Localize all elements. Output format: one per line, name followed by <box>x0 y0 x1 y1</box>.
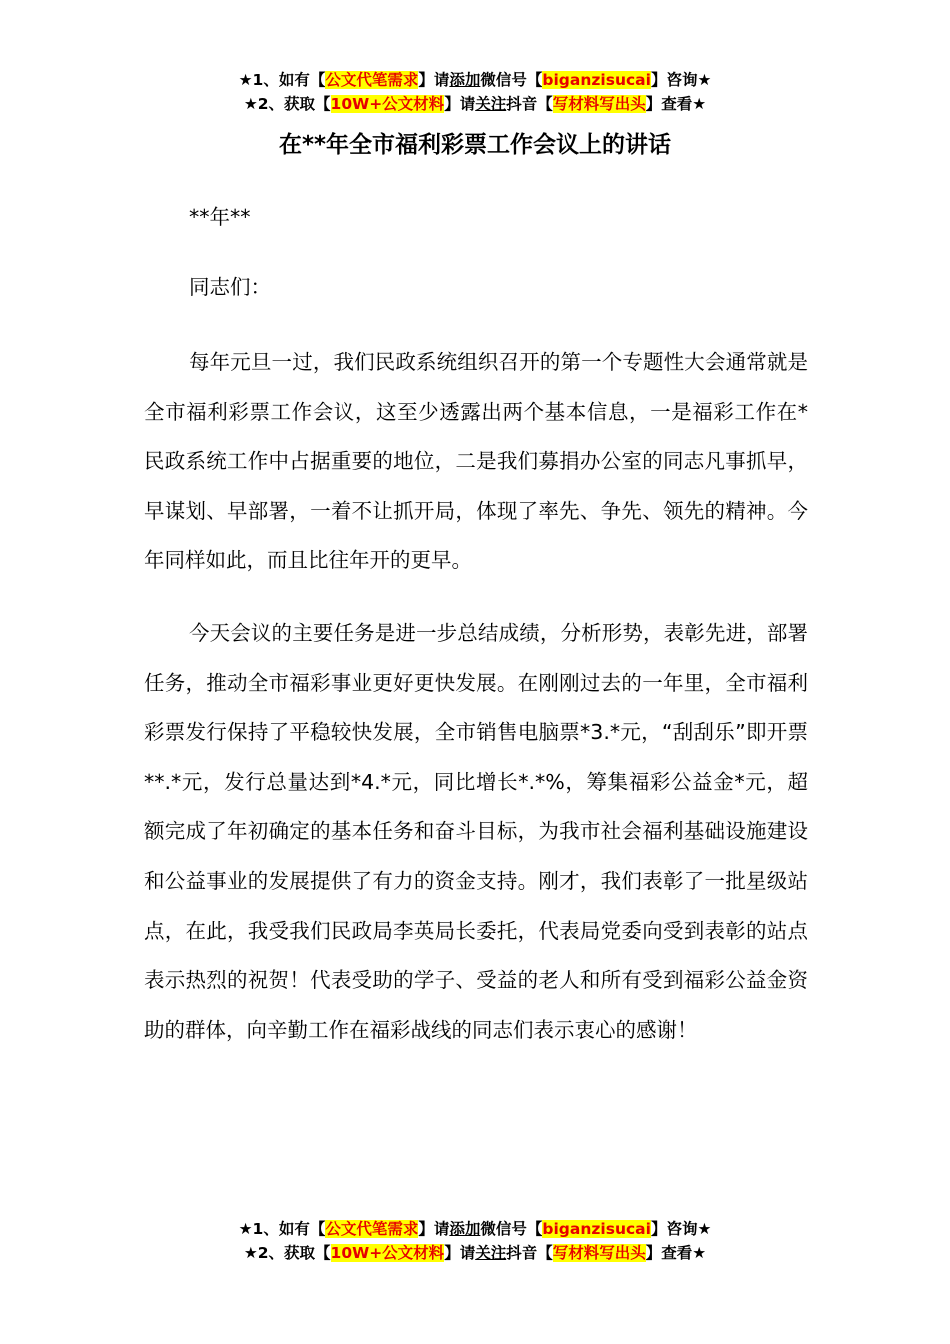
banner-text: 】请 <box>418 71 450 89</box>
banner-highlight: 10W+公文材料 <box>330 95 445 113</box>
banner-text: 】请 <box>418 1220 450 1238</box>
banner-line-1 <box>0 1217 950 1241</box>
banner-text: 】请 <box>444 1244 476 1262</box>
banner-text: 微信号【 <box>480 71 543 89</box>
document-date: **年** <box>189 205 251 229</box>
banner-text: 】请 <box>444 95 476 113</box>
star-icon: ★ <box>697 1220 712 1238</box>
banner-text: 1、如有【 <box>252 1220 326 1238</box>
banner-text: 抖音【 <box>506 95 553 113</box>
banner-text: 抖音【 <box>506 1244 553 1262</box>
banner-text: 】咨询 <box>650 1220 698 1238</box>
banner-underlined: 关注 <box>475 1244 507 1262</box>
banner-highlight: biganzisucai <box>542 1220 651 1238</box>
banner-text: 1、如有【 <box>252 71 326 89</box>
banner-line-2 <box>0 1241 950 1265</box>
banner-highlight: 公文代笔需求 <box>325 71 419 89</box>
promo-banner-bottom <box>0 1217 950 1265</box>
paragraph-2: 今天会议的主要任务是进一步总结成绩，分析形势，表彰先进，部署任务，推动全市福彩事业更好更快发展。在刚刚过去的一年里，全市福利彩票发行保持了平稳较快发展，全市销售电脑票*3.*元，“刮刮乐”即开票**.*元，发行总量达到*4.*元，同比增长*.*%，筹集福彩公益金*元，超额完成了年初确定的基本任务和奋斗目标，为我市社会福利基础设施建设和公益事业的发展提供了有力的资金支持。刚才，我们表彰了一批星级站点，在此，我受我们民政局李英局长委托，代表局党委向受到表彰的站点表示热烈的祝贺！代表受助的学子、受益的老人和所有受到福彩公益金资助的群体，向辛勤工作在福彩战线的同志们表示衷心的感谢！ <box>144 621 808 1042</box>
banner-highlight: biganzisucai <box>542 71 651 89</box>
banner-highlight: 10W+公文材料 <box>330 1244 445 1262</box>
banner-text: 微信号【 <box>480 1220 543 1238</box>
banner-text: 2、获取【 <box>257 95 331 113</box>
star-icon: ★ <box>243 95 258 113</box>
banner-line-1 <box>0 68 950 92</box>
promo-banner-top <box>0 68 950 116</box>
banner-line-2 <box>0 92 950 116</box>
banner-text: 2、获取【 <box>257 1244 331 1262</box>
paragraph-1: 每年元旦一过，我们民政系统组织召开的第一个专题性大会通常就是全市福利彩票工作会议，这至少透露出两个基本信息，一是福彩工作在*民政系统工作中占据重要的地位，二是我们募捐办公室的同志凡事抓早，早谋划、早部署，一着不让抓开局，体现了率先、争先、领先的精神。今年同样如此，而且比往年开的更早。 <box>144 350 808 573</box>
document-title: 在**年全市福利彩票工作会议上的讲话 <box>278 132 672 158</box>
banner-text: 】咨询 <box>650 71 698 89</box>
banner-text: 】查看 <box>645 95 693 113</box>
banner-underlined: 添加 <box>449 71 481 89</box>
salutation: 同志们： <box>189 275 271 299</box>
banner-highlight: 写材料写出头 <box>552 1244 646 1262</box>
star-icon: ★ <box>243 1244 258 1262</box>
star-icon: ★ <box>238 71 253 89</box>
star-icon: ★ <box>692 1244 707 1262</box>
banner-text: 】查看 <box>645 1244 693 1262</box>
banner-underlined: 关注 <box>475 95 507 113</box>
star-icon: ★ <box>697 71 712 89</box>
star-icon: ★ <box>238 1220 253 1238</box>
banner-highlight: 写材料写出头 <box>552 95 646 113</box>
banner-underlined: 添加 <box>449 1220 481 1238</box>
star-icon: ★ <box>692 95 707 113</box>
banner-highlight: 公文代笔需求 <box>325 1220 419 1238</box>
